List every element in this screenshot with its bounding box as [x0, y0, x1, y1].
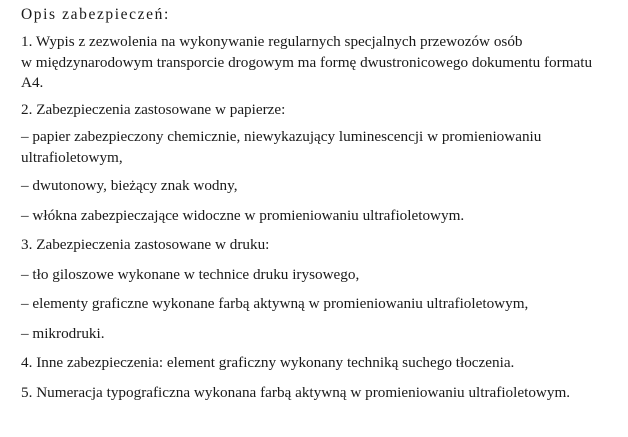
item-3-bullet-2: – elementy graficzne wykonane farbą aktywną w promieniowaniu ultrafioletowym, — [21, 295, 529, 312]
item-5: 5. Numeracja typograficzna wykonana farbą aktywną w promieniowaniu ultrafioletowym. — [21, 383, 571, 401]
item-3-bullet-3: – mikrodruki. — [21, 324, 105, 342]
document-body — [21, 5, 621, 412]
item-2-bullet-1-line-2: ultrafioletowym, — [21, 148, 123, 166]
item-2: 2. Zabezpieczenia zastosowane w papierze: — [21, 100, 286, 118]
item-1-line-1: 1. Wypis z zezwolenia na wykonywanie regularnych specjalnych przewozów osób — [21, 33, 523, 50]
item-4: 4. Inne zabezpieczenia: element graficzny wykonany techniką suchego tłoczenia. — [21, 354, 515, 371]
item-1-line-3: A4. — [21, 74, 44, 91]
item-2-bullet-1 — [21, 127, 621, 168]
item-2-bullet-2: – dwutonowy, bieżący znak wodny, — [21, 177, 238, 194]
item-3-bullet-1: – tło giloszowe wykonane w technice druku irysowego, — [21, 265, 360, 283]
item-1-line-2: w międzynarodowym transporcie drogowym ma formę dwustronicowego dokumentu formatu — [21, 53, 593, 71]
document-title: Opis zabezpieczeń: — [21, 6, 170, 23]
item-2-bullet-3: – włókna zabezpieczające widoczne w promieniowaniu ultrafioletowym. — [21, 206, 465, 224]
item-3: 3. Zabezpieczenia zastosowane w druku: — [21, 236, 270, 253]
item-2-bullet-1-line-1: – papier zabezpieczony chemicznie, niewykazujący luminescencji w promieniowaniu — [21, 128, 542, 145]
item-1 — [21, 32, 621, 94]
